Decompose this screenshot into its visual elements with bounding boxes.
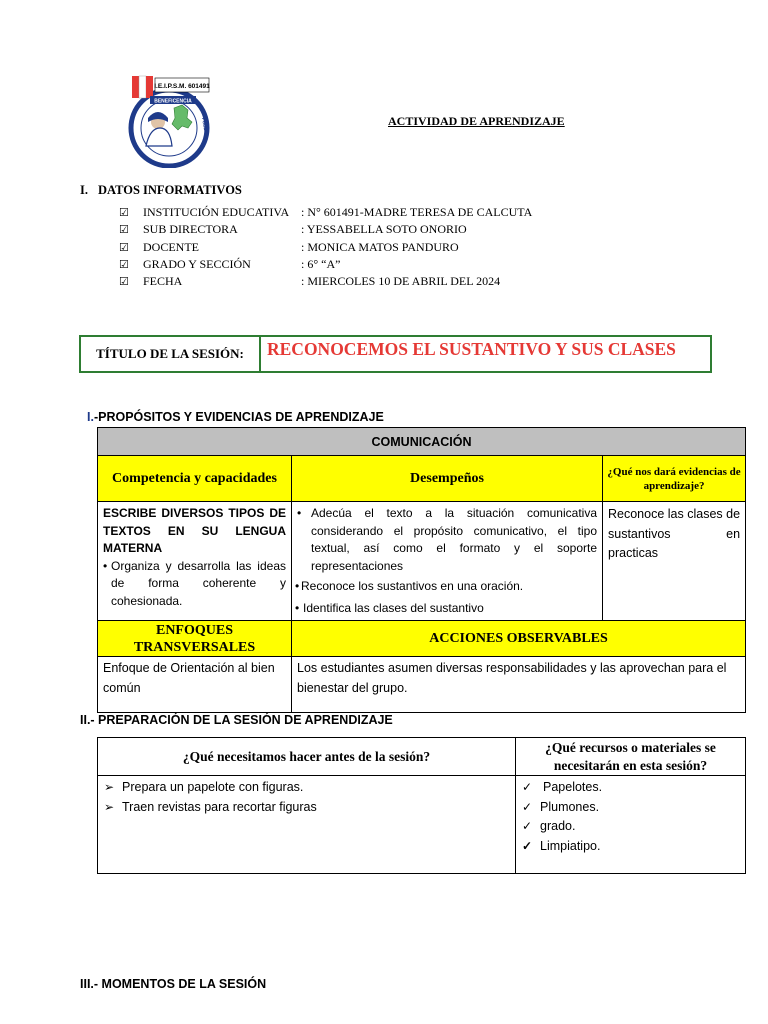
antes-cell [98,776,516,874]
section-title: -PROPÓSITOS Y EVIDENCIAS DE APRENDIZAJE [93,410,384,424]
info-value: : MONICA MATOS PANDURO [301,240,459,254]
acciones-text: Los estudiantes asumen diversas responsabilidades y las aprovechan para el bienestar del grupo. [297,661,727,695]
list-item [522,778,739,798]
evidencia-text: Reconoce las clases de sustantivos en practicas [608,507,741,560]
recurso-item: Limpiatipo. [540,838,601,853]
propositos-table [97,427,746,713]
header-antes: ¿Qué necesitamos hacer antes de la sesión? [98,738,516,776]
section-title: DATOS INFORMATIVOS [98,183,242,197]
checkmark-icon: ✓ [522,799,533,814]
header-desempenos: Desempeños [292,456,603,502]
antes-item: Prepara un papelote con figuras. [122,780,304,794]
enfoque-cell [98,657,292,713]
arrow-bullet-icon: ➢ [104,799,115,814]
session-title-box [79,335,712,373]
info-label: DOCENTE [143,240,199,254]
info-label: GRADO Y SECCIÓN [143,257,251,271]
list-item [522,837,739,857]
list-item [522,817,739,837]
header-acciones: ACCIONES OBSERVABLES [292,621,746,657]
info-row-docente [119,239,459,256]
info-label: FECHA [143,274,183,288]
section-datos-heading [80,183,242,198]
section-number: I. [87,410,94,424]
session-title-value: RECONOCEMOS EL SUSTANTIVO Y SUS CLASES [267,339,676,359]
desempeno-item: Reconoce los sustantivos en una oración. [301,579,524,593]
info-value: : N° 601491-MADRE TERESA DE CALCUTA [301,205,533,219]
info-label: INSTITUCIÓN EDUCATIVA [143,205,290,219]
evidencia-cell [603,502,746,621]
section-propositos-heading [87,410,384,424]
header-competencia: Competencia y capacidades [98,456,292,502]
list-item [522,798,739,818]
checkbox-checked-icon: ☑ [119,259,129,271]
bullet-icon: • [297,506,302,520]
info-row-subdirectora [119,221,467,238]
document-title: ACTIVIDAD DE APRENDIZAJE [388,114,565,128]
capacidad-item [98,558,291,614]
desempeno-item: Adecúa el texto a la situación comunicativa considerando el propósito comunicativo, el tipo textual, así como el formato y el soporte representaciones [311,506,597,573]
header-evidencias: ¿Qué nos dará evidencias de aprendizaje? [603,456,746,502]
checkmark-icon: ✓ [522,780,533,794]
bullet-icon: • [295,579,300,593]
checkbox-checked-icon: ☑ [119,207,129,219]
list-item [104,778,509,798]
school-logo [128,74,210,168]
bullet-icon: • [103,558,108,573]
competencia-cell [98,502,292,621]
checkbox-checked-icon: ☑ [119,224,129,236]
arrow-bullet-icon: ➢ [104,780,115,794]
info-row-institucion [119,204,532,221]
section-number: I. [80,183,88,197]
logo-top-text: I.E.I.P.S.M. 601491 [154,83,210,90]
info-value: : MIERCOLES 10 DE ABRIL DEL 2024 [301,274,501,288]
session-title-label: TÍTULO DE LA SESIÓN: [81,337,261,371]
info-value: : YESSABELLA SOTO ONORIO [301,222,467,236]
desempeno-item: Identifica las clases del sustantivo [303,600,484,615]
recurso-item: grado. [540,819,576,833]
logo-right-text: PUBLICA [201,117,210,139]
capacidad-text: Organiza y desarrolla las ideas de forma coherente y cohesionada. [111,558,286,608]
acciones-cell [292,657,746,713]
info-label: SUB DIRECTORA [143,222,238,236]
info-row-grado [119,256,340,273]
enfoque-text: Enfoque de Orientación al bien común [103,661,275,695]
header-recursos: ¿Qué recursos o materiales se necesitarán en esta sesión? [516,738,746,776]
competencia-text: ESCRIBE DIVERSOS TIPOS DE TEXTOS EN SU LENGUA MATERNA [103,506,286,555]
recurso-item: Papelotes. [543,780,603,794]
checkmark-icon: ✓ [522,838,533,853]
antes-item: Traen revistas para recortar figuras [122,799,317,814]
checkbox-checked-icon: ☑ [119,242,129,254]
checkmark-icon: ✓ [522,819,533,833]
section-momentos-heading: III.- MOMENTOS DE LA SESIÓN [80,977,267,991]
recurso-item: Plumones. [540,799,600,814]
list-item [104,798,509,818]
info-value: : 6° “A” [301,257,341,271]
header-enfoques: ENFOQUES TRANSVERSALES [98,621,292,657]
recursos-cell [516,776,746,874]
area-header: COMUNICACIÓN [98,428,746,456]
desempenos-cell [292,502,603,621]
preparacion-table [97,737,746,874]
section-preparacion-heading: II.- PREPARACIÓN DE LA SESIÓN DE APRENDIZAJE [80,713,393,727]
checkbox-checked-icon: ☑ [119,276,129,288]
info-row-fecha [119,273,500,290]
logo-inner-text: BENEFICENCIA [154,98,192,105]
bullet-icon: • [295,600,300,615]
